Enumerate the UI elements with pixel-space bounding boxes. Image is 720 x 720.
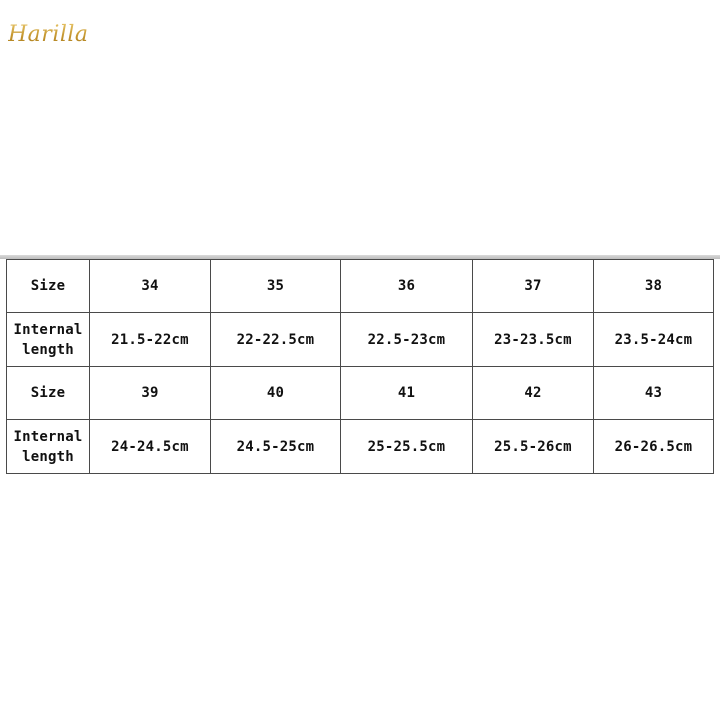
length-header-line2: length	[22, 448, 74, 465]
size-cell: 41	[341, 367, 473, 420]
size-table	[6, 259, 714, 474]
size-cell: 40	[211, 367, 341, 420]
length-header-line1: Internal	[13, 321, 83, 338]
table-row	[7, 260, 714, 313]
length-cell: 23-23.5cm	[473, 313, 594, 367]
brand-logo: Harilla	[8, 22, 89, 47]
length-header-cell	[7, 313, 90, 367]
length-cell: 23.5-24cm	[594, 313, 714, 367]
size-header-cell: Size	[7, 260, 90, 313]
size-chart	[0, 255, 720, 477]
length-header-line1: Internal	[13, 428, 83, 445]
length-cell: 21.5-22cm	[90, 313, 211, 367]
length-header-cell	[7, 420, 90, 474]
table-row	[7, 313, 714, 367]
length-cell: 26-26.5cm	[594, 420, 714, 474]
length-cell: 22-22.5cm	[211, 313, 341, 367]
size-cell: 37	[473, 260, 594, 313]
size-cell: 43	[594, 367, 714, 420]
table-row	[7, 420, 714, 474]
length-cell: 24.5-25cm	[211, 420, 341, 474]
length-cell: 25.5-26cm	[473, 420, 594, 474]
length-cell: 22.5-23cm	[341, 313, 473, 367]
size-cell: 35	[211, 260, 341, 313]
size-cell: 34	[90, 260, 211, 313]
size-cell: 38	[594, 260, 714, 313]
size-cell: 42	[473, 367, 594, 420]
length-cell: 24-24.5cm	[90, 420, 211, 474]
length-header-line2: length	[22, 341, 74, 358]
table-row	[7, 367, 714, 420]
size-cell: 36	[341, 260, 473, 313]
length-cell: 25-25.5cm	[341, 420, 473, 474]
size-header-cell: Size	[7, 367, 90, 420]
size-cell: 39	[90, 367, 211, 420]
